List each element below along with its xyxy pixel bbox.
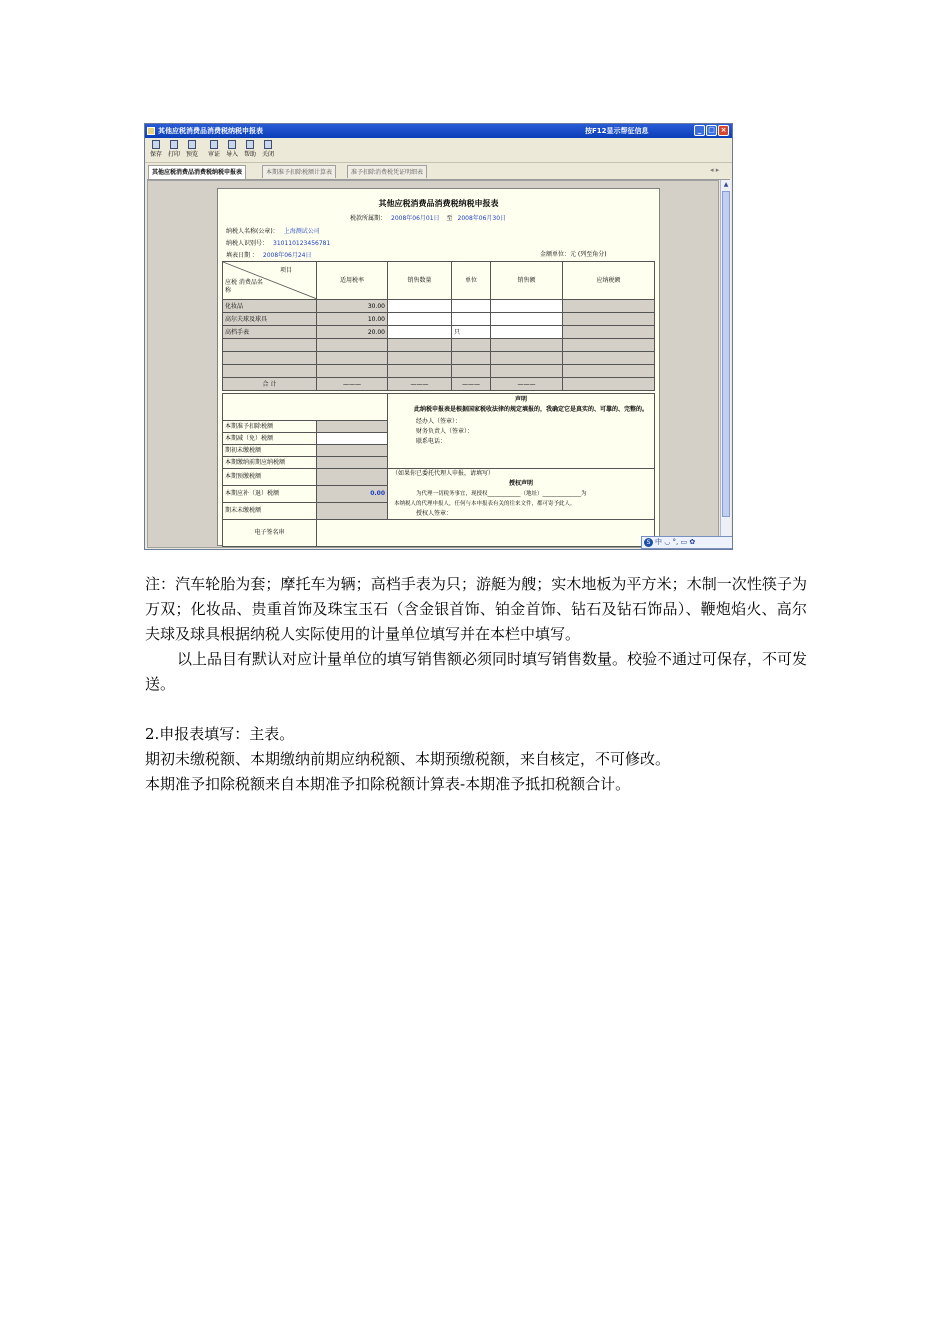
f12-hint: 按F12显示帮征信息 <box>585 127 649 135</box>
table-row <box>223 352 655 365</box>
period-end[interactable]: 2008年06月30日 <box>457 215 507 222</box>
esign-field[interactable] <box>317 520 655 547</box>
tax-period: 税款所属期： 2008年06月01日 至 2008年06月30日 <box>350 215 507 222</box>
scroll-up-icon[interactable]: ▲ <box>723 181 729 188</box>
section-heading: 2.申报表填写：主表。 <box>145 725 295 743</box>
scroll-thumb[interactable] <box>722 191 730 517</box>
amount-unit-label: 金额单位：元 (列至角分) <box>540 251 607 258</box>
audit-icon <box>210 140 218 149</box>
tax-cell <box>563 326 655 339</box>
taxpayer-name[interactable]: 上海测试公司 <box>283 228 320 235</box>
table-row: 化妆品 30.00 <box>223 300 655 313</box>
refund-value: 0.00 <box>317 486 388 503</box>
qty-input[interactable] <box>388 300 452 313</box>
esign-label: 电子签名串 <box>223 520 317 547</box>
table-header-row: 项目 应税 消费品名称 适用税率 销售数量 单位 销售额 应纳税额 <box>223 262 655 300</box>
app-icon <box>147 127 155 135</box>
taxpayer-id[interactable]: 310110123456781 <box>273 240 331 247</box>
ime-logo-icon: S <box>644 538 653 547</box>
app-window-screenshot <box>144 123 733 550</box>
tax-items-table <box>222 261 655 391</box>
maximize-button[interactable]: □ <box>706 125 717 136</box>
tax-cell <box>563 313 655 326</box>
note-paragraph-2: 以上品目有默认对应计量单位的填写销售额必须同时填写销售数量。校验不通过可保存，不可发送。 <box>145 650 808 693</box>
sales-input[interactable] <box>491 313 563 326</box>
diagonal-header-cell: 项目 应税 消费品名称 <box>223 262 317 300</box>
close-window-button[interactable]: × <box>718 125 729 136</box>
table-row <box>223 365 655 378</box>
qty-input[interactable] <box>388 313 452 326</box>
tab-scroll-arrows[interactable]: ◂ ▸ <box>710 166 720 174</box>
print-icon <box>170 140 178 149</box>
authorization-box: （如果你已委托代理人申报，请填写） 授权声明 为代理一切税务事宜，现授权____________（地址）______________为 本纳税人的代理申报人，任何与本申报表有关的往来文件，都可寄予此人。 授权人签章： <box>388 469 655 520</box>
declaration-box: 声明 此纳税申报表是根据国家税收法律的规定填报的，我确定它是真实的、可靠的、完整的。 经办人（签章）： 财务负责人（签章）： 联系电话： <box>388 394 655 469</box>
note-paragraph-1: 注：汽车轮胎为套；摩托车为辆；高档手表为只；游艇为艘；实木地板为平方米；木制一次性筷子为万双；化妆品、贵重首饰及珠宝玉石（含金银首饰、铂金首饰、钻石及钻石饰品）、鞭炮焰火、高尔夫球及球具根据纳税人实际使用的计量单位填写并在本栏中填写。 <box>145 575 807 643</box>
deduction-value <box>317 421 388 433</box>
reduction-input[interactable] <box>317 433 388 445</box>
table-row: 高档手表 20.00 只 <box>223 326 655 339</box>
tab-deduction-calc[interactable]: 本期准予扣除税额计算表 <box>262 165 336 178</box>
minimize-button[interactable]: _ <box>694 125 705 136</box>
unit-input[interactable]: 只 <box>452 326 491 339</box>
import-button[interactable]: 导入 <box>222 140 242 161</box>
preview-button[interactable]: 预览 <box>182 140 202 161</box>
preview-icon <box>188 140 196 149</box>
total-row: 合 计 ——— ——— ——— ——— <box>223 378 655 391</box>
print-button[interactable]: 打印 <box>164 140 184 161</box>
sales-input[interactable] <box>491 300 563 313</box>
form-paper <box>217 188 660 546</box>
window-title: 其他应税消费品消费税纳税申报表 <box>158 127 263 135</box>
title-bar <box>145 124 732 138</box>
toolbar <box>145 138 732 163</box>
table-row <box>223 339 655 352</box>
fill-date[interactable]: 2008年06月24日 <box>262 252 312 259</box>
save-button[interactable]: 保存 <box>146 140 166 161</box>
tax-cell <box>563 300 655 313</box>
note-paragraph-3: 期初未缴税额、本期缴纳前期应纳税额、本期预缴税额，来自核定，不可修改。 <box>145 750 671 768</box>
qty-input[interactable] <box>388 326 452 339</box>
form-title: 其他应税消费品消费税纳税申报表 <box>378 199 499 208</box>
audit-button[interactable]: 审证 <box>204 140 224 161</box>
close-icon <box>264 140 272 149</box>
save-icon <box>152 140 160 149</box>
close-button[interactable]: 关闭 <box>258 140 278 161</box>
help-button[interactable]: 帮助 <box>240 140 260 161</box>
tab-voucher-detail[interactable]: 准予扣除消费税凭证明细表 <box>347 165 427 178</box>
ime-toolbar[interactable]: S 中 ◡ °, ▭ ✿ <box>641 536 733 549</box>
fill-date-row: 填表日期 ： 2008年06月24日 <box>226 252 312 259</box>
unit-input[interactable] <box>452 313 491 326</box>
note-paragraph-4: 本期准予扣除税额来自本期准予扣除税额计算表-本期准予抵扣税额合计。 <box>145 775 631 793</box>
declaration-text: 此纳税申报表是根据国家税收法律的规定填报的，我确定它是真实的、可靠的、完整的。 <box>414 406 649 413</box>
table-row: 高尔夫球及球具 10.00 <box>223 313 655 326</box>
taxpayer-id-row: 纳税人识别号： 310110123456781 <box>226 240 331 247</box>
period-start[interactable]: 2008年06月01日 <box>391 215 440 222</box>
tab-main-form[interactable]: 其他应税消费品消费税纳税申报表 <box>148 165 246 179</box>
unit-input[interactable] <box>452 300 491 313</box>
tab-strip <box>147 165 730 180</box>
summary-table: 声明 此纳税申报表是根据国家税收法律的规定填报的，我确定它是真实的、可靠的、完整的。 经办人（签章）： 财务负责人（签章）： 联系电话： 本期准予扣除税额 本期减（免）税额 期初未缴税额 本期缴纳前期应纳税额 本期预缴税额 （如果你已委托代理人申报，请填写） 授权声明 为代理一切税务事宜，现授权____________（地址）______________为 本纳税人的代理申报人，任何与本申报表有关的往来文件，都可寄予此人。 授权人签章： 本期应补（退）税额 0.00 期末未缴税额 电子签名串 <box>222 393 655 547</box>
help-icon <box>246 140 254 149</box>
vertical-scrollbar[interactable] <box>720 180 731 536</box>
taxpayer-name-row: 纳税人名称(公章)： 上海测试公司 <box>226 228 320 235</box>
import-icon <box>228 140 236 149</box>
sales-input[interactable] <box>491 326 563 339</box>
